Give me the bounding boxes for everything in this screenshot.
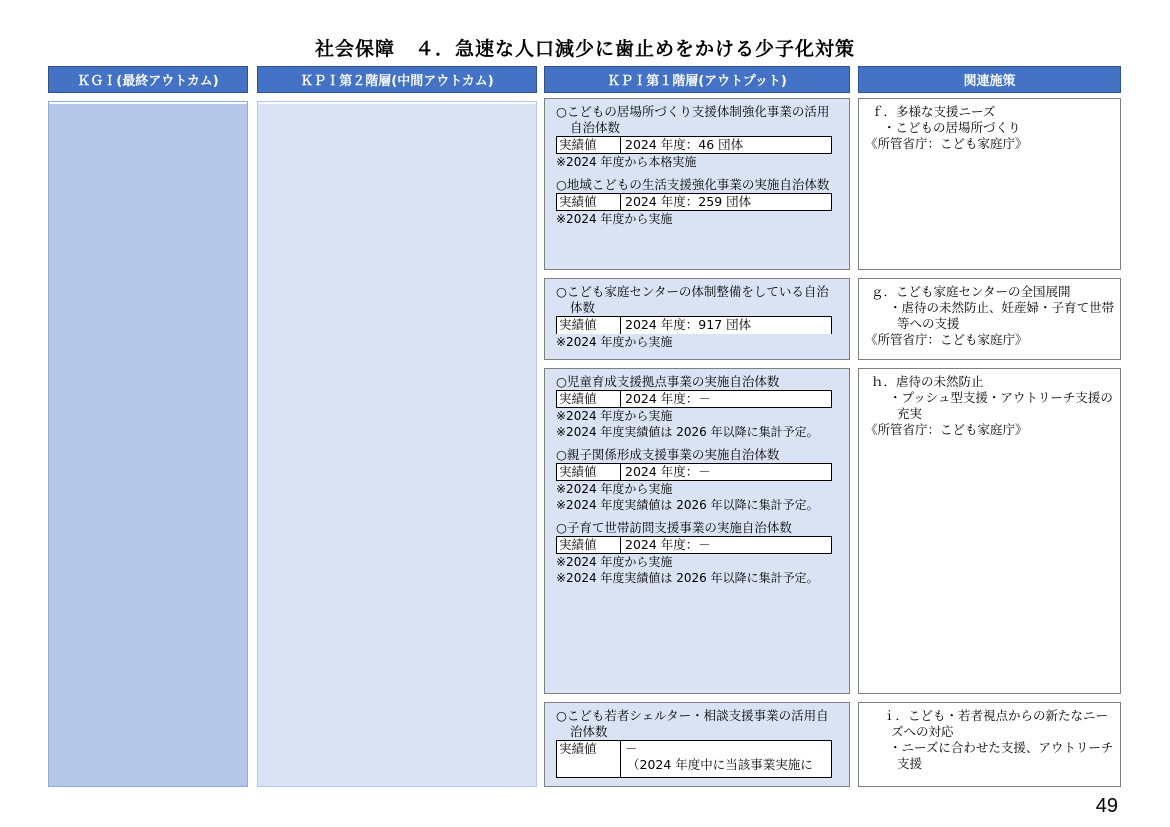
related-sub: ・ニーズに合わせた支援、アウトリーチ支援 bbox=[889, 740, 1114, 771]
result-label: 実績値 bbox=[557, 741, 621, 777]
result-value-box bbox=[556, 463, 832, 481]
kpi-item bbox=[556, 374, 841, 440]
kpi-note: ※2024 年度から実施 bbox=[556, 555, 673, 569]
kpi-item-title: ○こども家庭センターの体制整備をしている自治体数 bbox=[556, 284, 829, 315]
result-value-box bbox=[556, 390, 832, 408]
kpi1-box-row2 bbox=[544, 278, 850, 360]
result-label: 実績値 bbox=[557, 194, 621, 210]
related-box-row2 bbox=[858, 278, 1121, 360]
kpi2-column bbox=[257, 101, 537, 787]
kpi-note: ※2024 年度から本格実施 bbox=[556, 155, 697, 169]
kpi-item-title: ○地域こどもの生活支援強化事業の実施自治体数 bbox=[556, 177, 830, 192]
result-value-box bbox=[556, 316, 832, 334]
ministry-label: 《所管省庁：こども家庭庁》 bbox=[865, 332, 1028, 347]
kpi1-box-row3 bbox=[544, 368, 850, 694]
kpi-item bbox=[556, 708, 841, 778]
result-label: 実績値 bbox=[557, 537, 621, 553]
result-value-box bbox=[556, 136, 832, 154]
kpi-note: ※2024 年度実績値は 2026 年以降に集計予定。 bbox=[556, 571, 819, 585]
kpi1-box-row4 bbox=[544, 702, 850, 787]
result-value: 2024 年度：－ bbox=[625, 464, 711, 479]
header-kgi: ＫＧＩ(最終アウトカム) bbox=[48, 66, 248, 93]
result-value-box bbox=[556, 536, 832, 554]
result-value: 2024 年度：46 団体 bbox=[625, 137, 744, 152]
kpi1-box-row1 bbox=[544, 98, 850, 270]
related-box-row1 bbox=[858, 98, 1121, 270]
ministry-label: 《所管省庁：こども家庭庁》 bbox=[865, 422, 1028, 437]
related-sub: ・こどもの居場所づくり bbox=[883, 120, 1021, 135]
header-kpi2: ＫＰＩ第２階層(中間アウトカム) bbox=[257, 66, 537, 93]
result-value: 2024 年度：－ bbox=[625, 537, 711, 552]
related-box-row4 bbox=[858, 702, 1121, 787]
page-number: 49 bbox=[1095, 795, 1118, 817]
result-label: 実績値 bbox=[557, 464, 621, 480]
kpi-note: ※2024 年度から実施 bbox=[556, 482, 673, 496]
related-title: ｆ．多様な支援ニーズ bbox=[871, 104, 996, 119]
page-title: 社会保障 ４．急速な人口減少に歯止めをかける少子化対策 bbox=[314, 38, 855, 60]
kpi-item bbox=[556, 284, 841, 350]
related-sub: ・虐待の未然防止、妊産婦・子育て世帯等への支援 bbox=[889, 300, 1115, 331]
kpi-item bbox=[556, 520, 841, 586]
kgi-column bbox=[48, 101, 248, 787]
result-label: 実績値 bbox=[557, 317, 621, 334]
kpi-note: ※2024 年度から実施 bbox=[556, 212, 673, 226]
kpi-note: ※2024 年度から実施 bbox=[556, 335, 673, 349]
related-title: ｇ．こども家庭センターの全国展開 bbox=[871, 284, 1071, 299]
result-label: 実績値 bbox=[557, 391, 621, 407]
kpi-note: ※2024 年度から実施 bbox=[556, 409, 673, 423]
related-sub: ・プッシュ型支援・アウトリーチ支援の充実 bbox=[889, 390, 1113, 421]
ministry-label: 《所管省庁：こども家庭庁》 bbox=[865, 136, 1028, 151]
result-value-note: （2024 年度中に当該事業実施に bbox=[627, 757, 813, 772]
result-value-box bbox=[556, 740, 832, 778]
related-box-row3 bbox=[858, 368, 1121, 694]
result-label: 実績値 bbox=[557, 137, 621, 153]
kpi-item-title: ○こども若者シェルター・相談支援事業の活用自治体数 bbox=[556, 708, 829, 739]
kpi-item-title: ○児童育成支援拠点事業の実施自治体数 bbox=[556, 374, 780, 389]
result-value: 2024 年度：－ bbox=[625, 391, 711, 406]
header-related: 関連施策 bbox=[858, 66, 1121, 93]
related-title: ｉ．こども・若者視点からの新たなニーズへの対応 bbox=[883, 708, 1109, 739]
kpi-note: ※2024 年度実績値は 2026 年以降に集計予定。 bbox=[556, 425, 819, 439]
kpi-item-title: ○こどもの居場所づくり支援体制強化事業の活用自治体数 bbox=[556, 104, 830, 135]
kpi-note: ※2024 年度実績値は 2026 年以降に集計予定。 bbox=[556, 498, 819, 512]
result-value-box bbox=[556, 193, 832, 211]
kpi-item bbox=[556, 177, 841, 227]
header-kpi1: ＫＰＩ第１階層(アウトプット) bbox=[544, 66, 850, 93]
result-value: 2024 年度：917 団体 bbox=[625, 317, 752, 332]
result-value: － bbox=[625, 741, 638, 756]
result-value: 2024 年度：259 団体 bbox=[625, 194, 752, 209]
kpi-item bbox=[556, 104, 841, 170]
related-title: ｈ．虐待の未然防止 bbox=[871, 374, 984, 389]
kpi-item-title: ○親子関係形成支援事業の実施自治体数 bbox=[556, 447, 780, 462]
kpi-item bbox=[556, 447, 841, 513]
kpi-item-title: ○子育て世帯訪問支援事業の実施自治体数 bbox=[556, 520, 792, 535]
